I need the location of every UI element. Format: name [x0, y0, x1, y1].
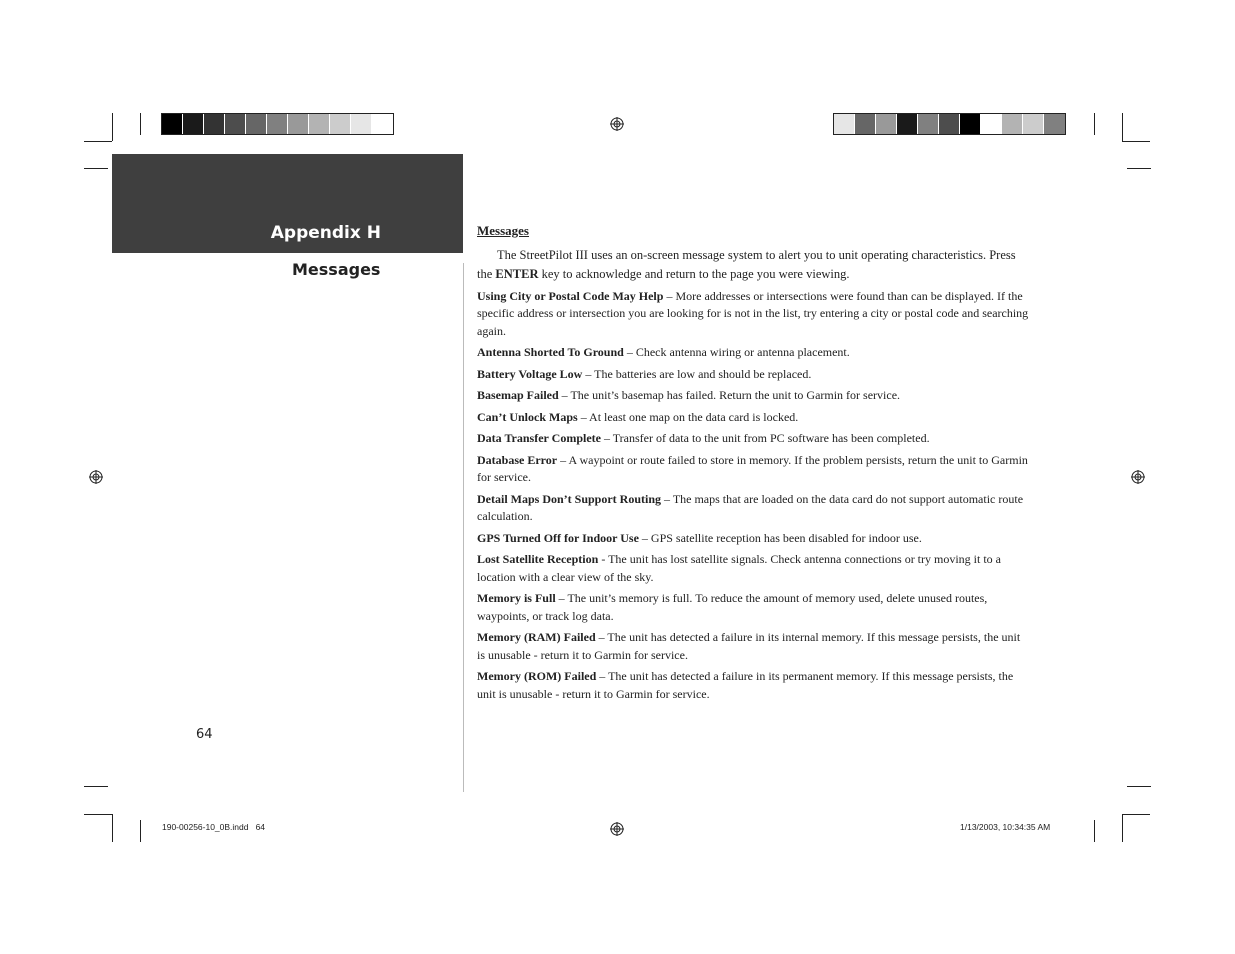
column-divider: [463, 263, 464, 792]
message-description: – GPS satellite reception has been disabled for indoor use.: [638, 530, 922, 545]
message-term: Data Transfer Complete: [477, 431, 601, 445]
message-item: [477, 668, 1029, 703]
color-swatch: [225, 114, 246, 134]
message-term: Detail Maps Don’t Support Routing: [477, 491, 662, 506]
color-swatch: [1023, 114, 1044, 134]
crop-mark: [140, 113, 141, 135]
message-term: Battery Voltage Low: [477, 366, 583, 381]
message-item: [477, 344, 1029, 362]
message-description: – The unit has detected a failure in its internal memory. If this message persists, the unit is unusable - return it to Garmin for service.: [477, 630, 1021, 662]
crop-mark: [112, 814, 113, 842]
color-swatch: [309, 114, 330, 134]
crop-mark: [112, 113, 113, 141]
message-description: – At least one map on the data card is locked.: [577, 409, 799, 424]
color-swatch: [939, 114, 960, 134]
color-bar-left: [161, 113, 394, 135]
message-description: – The unit’s memory is full. To reduce the amount of memory used, delete unused routes, waypoints, or track log data.: [477, 591, 988, 623]
color-swatch: [960, 114, 981, 134]
message-description: – The maps that are loaded on the data card do not support automatic route calculation.: [477, 491, 1024, 523]
color-swatch: [267, 114, 288, 134]
crop-mark: [1122, 113, 1123, 141]
intro-paragraph: [477, 246, 1029, 284]
main-content: [477, 222, 1029, 707]
color-swatch: [330, 114, 351, 134]
color-swatch: [372, 114, 393, 134]
intro-text: The StreetPilot III uses an on-screen message system to alert you to unit operating characteristics. Press the: [477, 247, 1016, 281]
message-item: [477, 452, 1029, 487]
message-term: Memory (ROM) Failed: [477, 669, 597, 683]
message-item: [477, 629, 1029, 664]
registration-mark-icon: [610, 822, 624, 836]
color-bar-right: [833, 113, 1066, 135]
page-number: 64: [196, 727, 213, 742]
color-swatch: [918, 114, 939, 134]
color-swatch: [204, 114, 225, 134]
registration-mark-icon: [89, 470, 103, 484]
message-term: Lost Satellite Reception: [477, 552, 599, 566]
message-item: [477, 430, 1029, 448]
message-term: Using City or Postal Code May Help: [477, 288, 664, 303]
message-term: Memory is Full: [477, 591, 556, 605]
message-description: - The unit has lost satellite signals. Check antenna connections or try moving it to a location with a clear view of the sky.: [477, 552, 1002, 584]
color-swatch: [855, 114, 876, 134]
message-description: – Transfer of data to the unit from PC software has been completed.: [600, 431, 930, 445]
appendix-header-block: [112, 154, 463, 253]
message-term: Can’t Unlock Maps: [477, 409, 578, 424]
timestamp-slug: 1/13/2003, 10:34:35 AM: [960, 822, 1051, 832]
message-description: – The unit has detected a failure in its permanent memory. If this message persists, the unit is unusable - return it to Garmin for service.: [477, 669, 1014, 701]
message-item: [477, 409, 1029, 427]
color-swatch: [834, 114, 855, 134]
color-swatch: [1044, 114, 1065, 134]
color-swatch: [162, 114, 183, 134]
color-swatch: [183, 114, 204, 134]
message-term: Antenna Shorted To Ground: [477, 345, 624, 359]
crop-mark: [84, 141, 112, 142]
message-item: [477, 387, 1029, 405]
registration-mark-icon: [610, 117, 624, 131]
intro-text: key to acknowledge and return to the page you were viewing.: [538, 266, 850, 281]
message-item: [477, 288, 1029, 341]
color-swatch: [246, 114, 267, 134]
message-term: GPS Turned Off for Indoor Use: [477, 530, 639, 545]
crop-mark: [1122, 814, 1150, 815]
color-swatch: [897, 114, 918, 134]
message-term: Basemap Failed: [477, 388, 559, 402]
crop-mark: [1127, 786, 1151, 787]
page-heading: Messages: [477, 223, 529, 238]
message-term: Memory (RAM) Failed: [477, 630, 596, 644]
section-subtitle: Messages: [292, 260, 381, 279]
crop-mark: [84, 786, 108, 787]
message-item: [477, 551, 1029, 586]
crop-mark: [1122, 141, 1150, 142]
crop-mark: [84, 814, 112, 815]
color-swatch: [876, 114, 897, 134]
crop-mark: [140, 820, 141, 842]
message-item: [477, 530, 1029, 548]
message-description: – More addresses or intersections were found than can be displayed. If the specific address or intersection you are looking for is not in the list, try entering a city or postal code and searching again.: [477, 288, 1029, 338]
crop-mark: [84, 168, 108, 169]
message-term: Database Error: [477, 452, 558, 467]
appendix-title: Appendix H: [270, 223, 381, 243]
file-slug: 190-00256-10_0B.indd 64: [162, 822, 266, 832]
color-swatch: [351, 114, 372, 134]
crop-mark: [1094, 113, 1095, 135]
enter-key-label: ENTER: [495, 266, 539, 281]
crop-mark: [1122, 814, 1123, 842]
message-description: – A waypoint or route failed to store in memory. If the problem persists, return the unit to Garmin for service.: [477, 452, 1028, 484]
color-swatch: [981, 114, 1002, 134]
message-list: [477, 288, 1029, 704]
message-item: [477, 366, 1029, 384]
registration-mark-icon: [1131, 470, 1145, 484]
color-swatch: [288, 114, 309, 134]
message-item: [477, 491, 1029, 526]
color-swatch: [1002, 114, 1023, 134]
message-description: – The batteries are low and should be replaced.: [582, 366, 812, 381]
message-description: – The unit’s basemap has failed. Return the unit to Garmin for service.: [558, 388, 901, 402]
message-description: – Check antenna wiring or antenna placement.: [623, 345, 850, 359]
crop-mark: [1094, 820, 1095, 842]
message-item: [477, 590, 1029, 625]
crop-mark: [1127, 168, 1151, 169]
